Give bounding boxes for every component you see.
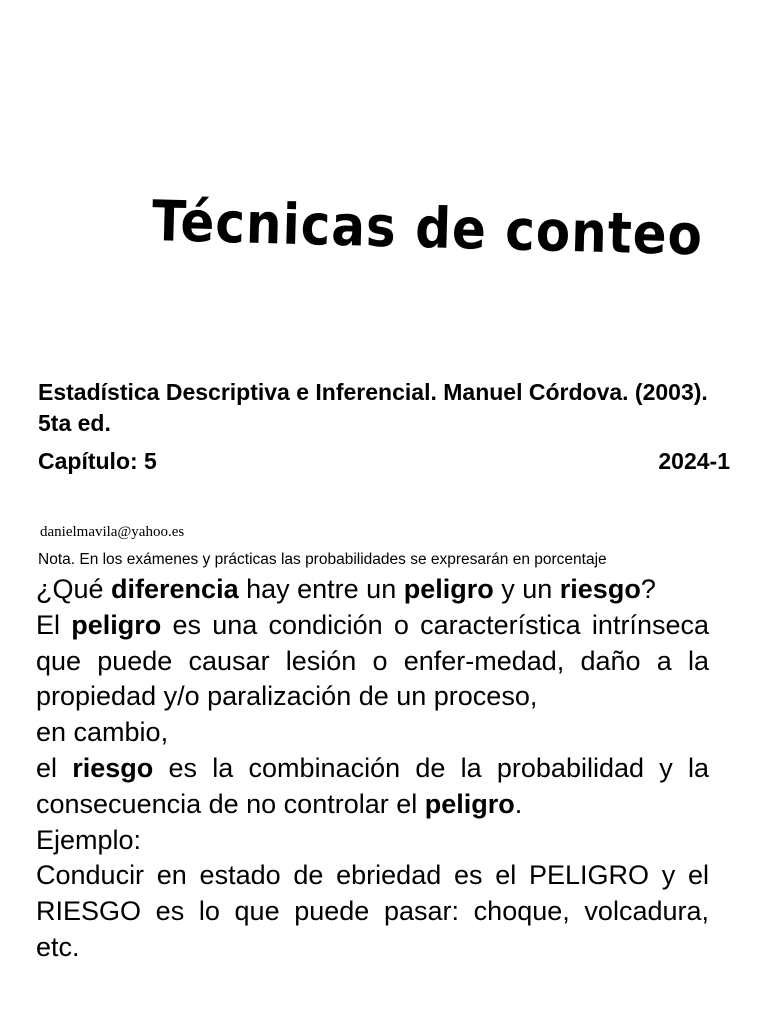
question-paragraph	[36, 572, 709, 608]
term-label: 2024-1	[658, 448, 730, 474]
risk-text-2: es la combinación de la probabilidad y la consecuencia de no controlar el	[36, 752, 709, 819]
question-bold-riesgo: riesgo	[559, 574, 641, 604]
question-bold-peligro: peligro	[403, 574, 494, 604]
question-text-2: hay entre un	[238, 574, 404, 604]
chapter-row	[38, 446, 730, 476]
body-text	[36, 572, 709, 966]
example-label: Ejemplo:	[36, 824, 142, 855]
hazard-definition-paragraph	[36, 608, 709, 715]
question-text-3: y un	[493, 574, 560, 604]
hazard-bold-peligro: peligro	[71, 609, 162, 640]
document-title: Técnicas de conteo	[151, 188, 704, 268]
risk-bold-riesgo: riesgo	[72, 752, 154, 783]
hazard-text-1: El	[36, 609, 72, 640]
risk-definition-paragraph	[36, 751, 709, 823]
author-email: danielmavila@yahoo.es	[40, 524, 185, 540]
question-text-4: ?	[640, 574, 656, 604]
hazard-text-2: es una condición o característica intrínseca que puede causar lesión o enfer-medad, daño a la propiedad y/o paralización de un proceso,	[36, 609, 709, 712]
question-text-1: ¿Qué	[36, 574, 112, 604]
transition-paragraph: en cambio,	[36, 717, 169, 748]
risk-text-1: el	[36, 752, 73, 783]
risk-text-3: .	[514, 788, 523, 819]
note-text: Nota. En los exámenes y prácticas las probabilidades se expresarán en porcentaje	[38, 551, 607, 568]
book-reference: Estadística Descriptiva e Inferencial. Manuel Córdova. (2003). 5ta ed.	[38, 379, 708, 436]
question-bold-diferencia: diferencia	[111, 574, 239, 604]
example-paragraph: Conducir en estado de ebriedad es el PELIGRO y el RIESGO es lo que puede pasar: choque, volcadura, etc.	[36, 860, 709, 962]
risk-bold-peligro: peligro	[424, 788, 515, 819]
chapter-label: Capítulo: 5	[38, 448, 157, 474]
